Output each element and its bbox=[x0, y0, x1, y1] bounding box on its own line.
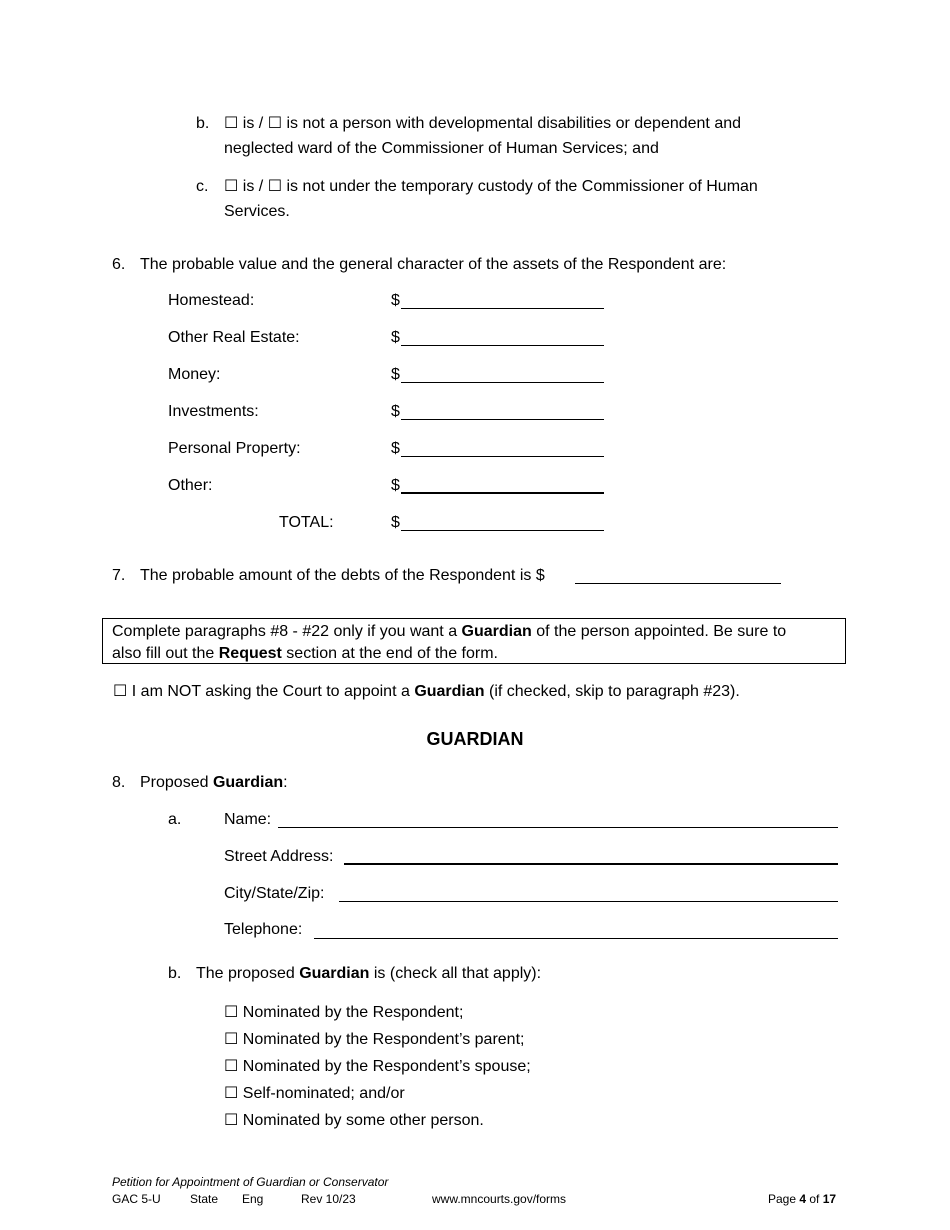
item8-text-c: : bbox=[283, 774, 288, 791]
section-heading-guardian: GUARDIAN bbox=[426, 729, 524, 749]
footer-form-code: GAC 5-U bbox=[112, 1192, 161, 1206]
option-row bbox=[224, 1003, 463, 1023]
guardian-street-label: Street Address: bbox=[224, 848, 334, 865]
item5b-label: b. bbox=[196, 115, 210, 132]
item5c-line2: Services. bbox=[224, 203, 290, 220]
not-asking-bold-guardian: Guardian bbox=[414, 683, 485, 700]
footer-url: www.mncourts.gov/forms bbox=[432, 1192, 567, 1206]
checkbox-nominated-respondent[interactable]: ☐ bbox=[224, 1004, 239, 1021]
item5b-rest-text: is not a person with developmental disabilities or dependent and bbox=[286, 115, 742, 132]
item8-number: 8. bbox=[112, 774, 126, 791]
item8-bold-guardian: Guardian bbox=[212, 774, 284, 791]
guardian-phone-label: Telephone: bbox=[224, 921, 303, 938]
footer-state: State bbox=[190, 1192, 219, 1206]
option-label: Self-nominated; and/or bbox=[242, 1085, 405, 1102]
option-label: Nominated by the Respondent; bbox=[242, 1004, 464, 1021]
asset-label-other-real-estate: Other Real Estate: bbox=[168, 329, 300, 346]
asset-label-money: Money: bbox=[168, 366, 221, 383]
asset-dollar-personal-property: $ bbox=[391, 440, 400, 457]
asset-total-label: TOTAL: bbox=[279, 514, 334, 531]
option-label: Nominated by some other person. bbox=[242, 1112, 484, 1129]
asset-dollar-money: $ bbox=[391, 366, 400, 383]
instruction-bold-guardian: Guardian bbox=[461, 623, 532, 640]
option-label: Nominated by the Respondent’s spouse; bbox=[242, 1058, 531, 1075]
item5b-is-text: is / bbox=[242, 115, 264, 132]
checkbox-5c-is-not[interactable]: ☐ bbox=[267, 178, 283, 195]
asset-label-investments: Investments: bbox=[168, 403, 259, 420]
page-of: of bbox=[806, 1192, 823, 1206]
asset-field-money[interactable] bbox=[401, 382, 604, 383]
asset-dollar-investments: $ bbox=[391, 403, 400, 420]
page-current: 4 bbox=[799, 1192, 807, 1206]
item8-text-a: Proposed bbox=[140, 774, 213, 791]
instruction-bold-request: Request bbox=[218, 645, 282, 662]
option-row bbox=[224, 1030, 524, 1050]
option-row bbox=[224, 1111, 484, 1131]
guardian-name-field[interactable] bbox=[278, 827, 838, 828]
footer-form-title: Petition for Appointment of Guardian or Conservator bbox=[112, 1175, 389, 1189]
asset-label-personal-property: Personal Property: bbox=[168, 440, 301, 457]
footer-revision: Rev 10/23 bbox=[301, 1192, 356, 1206]
option-row bbox=[224, 1057, 531, 1077]
option-label: Nominated by the Respondent’s parent; bbox=[242, 1031, 525, 1048]
debts-amount-field[interactable] bbox=[575, 583, 781, 584]
not-asking-guardian-row bbox=[113, 682, 740, 702]
footer-page-number bbox=[768, 1192, 836, 1207]
asset-label-homestead: Homestead: bbox=[168, 292, 255, 309]
asset-dollar-total: $ bbox=[391, 514, 400, 531]
asset-dollar-homestead: $ bbox=[391, 292, 400, 309]
item5c-label: c. bbox=[196, 178, 209, 195]
guardian-city-field[interactable] bbox=[339, 901, 838, 902]
asset-field-total[interactable] bbox=[401, 530, 604, 531]
asset-label-other: Other: bbox=[168, 477, 213, 494]
item6-number: 6. bbox=[112, 256, 126, 273]
not-asking-text: I am NOT asking the Court to appoint a bbox=[127, 683, 415, 700]
instruction-text: Complete paragraphs #8 - #22 only if you want a bbox=[112, 623, 462, 640]
instruction-text: of the person appointed. Be sure to bbox=[531, 623, 787, 640]
guardian-name-label: Name: bbox=[224, 811, 272, 828]
item8b-bold-guardian: Guardian bbox=[299, 965, 370, 982]
not-asking-text: (if checked, skip to paragraph #23). bbox=[484, 683, 740, 700]
guardian-city-label: City/State/Zip: bbox=[224, 885, 325, 902]
option-row bbox=[224, 1084, 405, 1104]
checkbox-5c-is[interactable]: ☐ bbox=[224, 178, 239, 195]
instruction-line-2 bbox=[112, 644, 498, 664]
asset-field-homestead[interactable] bbox=[401, 308, 604, 309]
asset-field-other[interactable] bbox=[401, 492, 604, 494]
item8b-text-a: The proposed bbox=[196, 965, 300, 982]
item7-number: 7. bbox=[112, 567, 126, 584]
item6-text: The probable value and the general character of the assets of the Respondent are: bbox=[140, 256, 727, 273]
asset-dollar-other: $ bbox=[391, 477, 400, 494]
item5c-line1 bbox=[224, 177, 758, 197]
item5c-rest-text: is not under the temporary custody of the Commissioner of Human bbox=[286, 178, 758, 195]
instruction-line-1 bbox=[112, 622, 786, 642]
checkbox-nominated-parent[interactable]: ☐ bbox=[224, 1031, 239, 1048]
item5b-line2: neglected ward of the Commissioner of Human Services; and bbox=[224, 140, 659, 157]
page-prefix: Page bbox=[768, 1192, 800, 1206]
guardian-street-field[interactable] bbox=[344, 863, 838, 865]
item8a-label: a. bbox=[168, 811, 182, 828]
item7-text: The probable amount of the debts of the Respondent is $ bbox=[140, 567, 545, 584]
asset-field-investments[interactable] bbox=[401, 419, 604, 420]
instruction-box bbox=[102, 618, 846, 664]
item5b-line1 bbox=[224, 114, 741, 134]
footer-language: Eng bbox=[242, 1192, 264, 1206]
item8b-text bbox=[196, 964, 541, 984]
item5c-is-text: is / bbox=[242, 178, 264, 195]
asset-dollar-other-real-estate: $ bbox=[391, 329, 400, 346]
item8b-text-c: is (check all that apply): bbox=[369, 965, 542, 982]
checkbox-self-nominated[interactable]: ☐ bbox=[224, 1085, 239, 1102]
guardian-phone-field[interactable] bbox=[314, 938, 838, 939]
instruction-text: also fill out the bbox=[112, 645, 219, 662]
asset-field-other-real-estate[interactable] bbox=[401, 345, 604, 346]
checkbox-5b-is-not[interactable]: ☐ bbox=[267, 115, 283, 132]
item8-text bbox=[140, 773, 288, 793]
checkbox-nominated-spouse[interactable]: ☐ bbox=[224, 1058, 239, 1075]
instruction-text: section at the end of the form. bbox=[281, 645, 498, 662]
page-total: 17 bbox=[822, 1192, 837, 1206]
asset-field-personal-property[interactable] bbox=[401, 456, 604, 457]
checkbox-5b-is[interactable]: ☐ bbox=[224, 115, 239, 132]
item8b-label: b. bbox=[168, 965, 182, 982]
checkbox-not-asking-guardian[interactable]: ☐ bbox=[113, 683, 128, 700]
checkbox-nominated-other[interactable]: ☐ bbox=[224, 1112, 239, 1129]
